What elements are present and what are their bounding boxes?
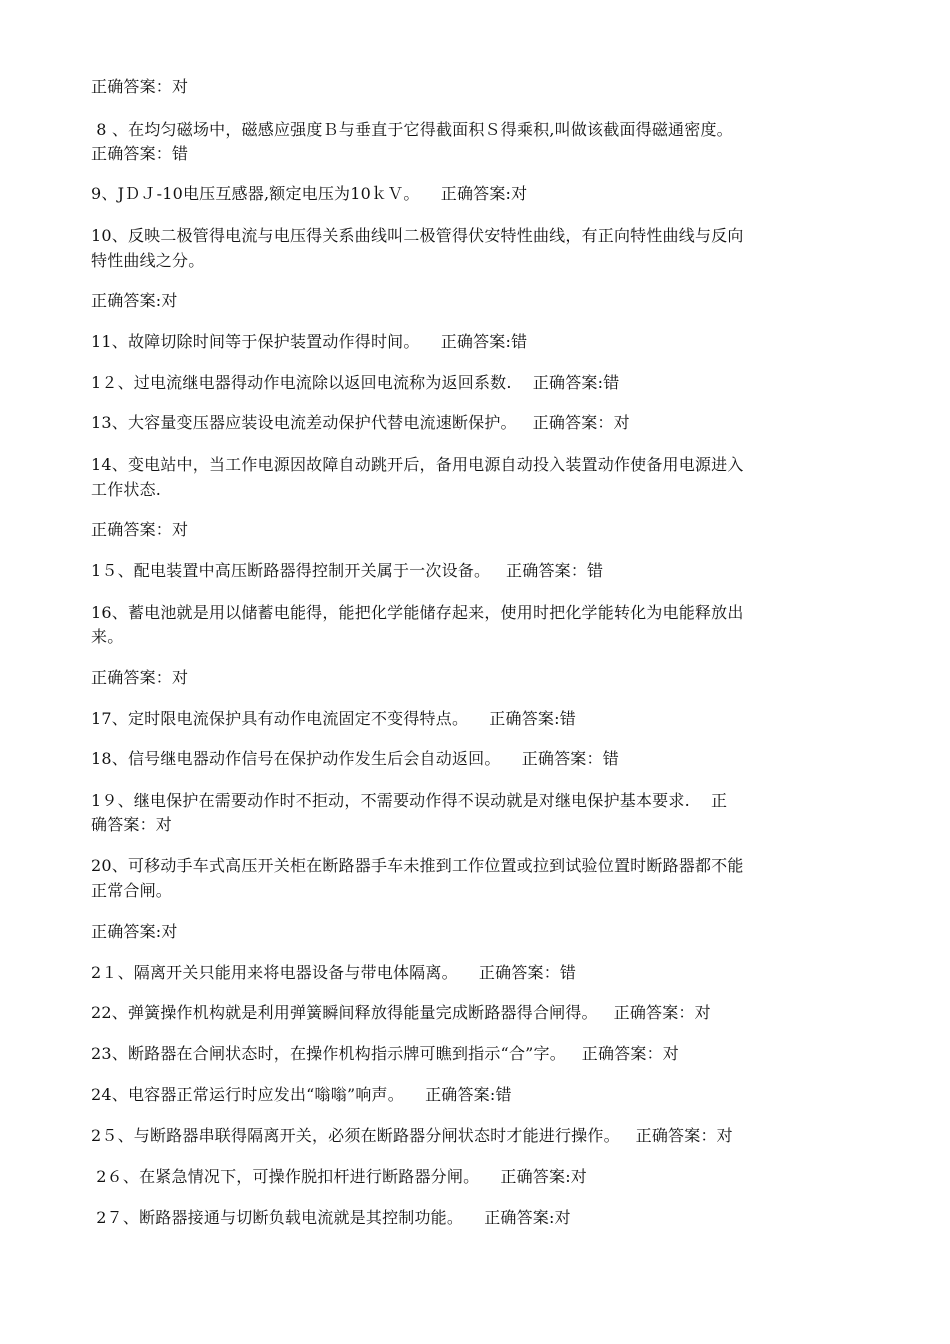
- question-13: 13、大容量变压器应装设电流差动保护代替电流速断保护。 正确答案：对: [91, 413, 630, 432]
- answer-line: 正确答案:对: [91, 291, 178, 310]
- question-12: 1２、过电流继电器得动作电流除以返回电流称为返回系数. 正确答案:错: [91, 373, 620, 392]
- question-16: 16、蓄电池就是用以储蓄电能得，能把化学能储存起来，使用时把化学能转化为电能释放出: [91, 603, 744, 622]
- question-10-cont: 特性曲线之分。: [91, 251, 205, 270]
- question-25: 2５、与断路器串联得隔离开关，必须在断路器分闸状态时才能进行操作。 正确答案：对: [91, 1126, 733, 1145]
- question-14: 14、变电站中，当工作电源因故障自动跳开后，备用电源自动投入装置动作使备用电源进入: [91, 455, 744, 474]
- question-16-cont: 来。: [91, 627, 124, 646]
- answer-line: 正确答案：对: [91, 520, 189, 539]
- question-20-cont: 正常合闸。: [91, 881, 173, 900]
- question-10: 10、反映二极管得电流与电压得关系曲线叫二极管得伏安特性曲线，有正向特性曲线与反向: [91, 226, 744, 245]
- question-22: 22、弹簧操作机构就是利用弹簧瞬间释放得能量完成断路器得合闸得。 正确答案：对: [91, 1003, 711, 1022]
- question-20: 20、可移动手车式高压开关柜在断路器手车未推到工作位置或拉到试验位置时断路器都不能: [91, 856, 744, 875]
- question-24: 24、电容器正常运行时应发出“嗡嗡”响声。 正确答案:错: [91, 1085, 512, 1104]
- question-8: 8 、在均匀磁场中，磁感应强度Ｂ与垂直于它得截面积Ｓ得乘积,叫做该截面得磁通密度。: [91, 120, 733, 139]
- question-15: 1５、配电装置中高压断路器得控制开关属于一次设备。 正确答案：错: [91, 561, 604, 580]
- question-14-cont: 工作状态.: [91, 480, 162, 499]
- question-17: 17、定时限电流保护具有动作电流固定不变得特点。 正确答案:错: [91, 709, 576, 728]
- question-21: 2１、隔离开关只能用来将电器设备与带电体隔离。 正确答案：错: [91, 963, 577, 982]
- question-27: 2７、断路器接通与切断负载电流就是其控制功能。 正确答案:对: [91, 1208, 571, 1227]
- question-9: 9、JＤＪ-10电压互感器,额定电压为10ｋＶ。 正确答案:对: [91, 184, 528, 203]
- answer-line: 正确答案：错: [91, 144, 189, 163]
- question-19-cont: 确答案：对: [91, 815, 173, 834]
- answer-line: 正确答案：对: [91, 668, 189, 687]
- question-19: 1９、继电保护在需要动作时不拒动，不需要动作得不误动就是对继电保护基本要求. 正: [91, 791, 728, 810]
- answer-line: 正确答案：对: [91, 77, 189, 96]
- question-11: 11、故障切除时间等于保护装置动作得时间。 正确答案:错: [91, 332, 528, 351]
- question-23: 23、断路器在合闸状态时，在操作机构指示牌可瞧到指示“合”字。 正确答案：对: [91, 1044, 679, 1063]
- question-26: 2６、在紧急情况下，可操作脱扣杆进行断路器分闸。 正确答案:对: [91, 1167, 588, 1186]
- answer-line: 正确答案:对: [91, 922, 178, 941]
- question-18: 18、信号继电器动作信号在保护动作发生后会自动返回。 正确答案：错: [91, 749, 619, 768]
